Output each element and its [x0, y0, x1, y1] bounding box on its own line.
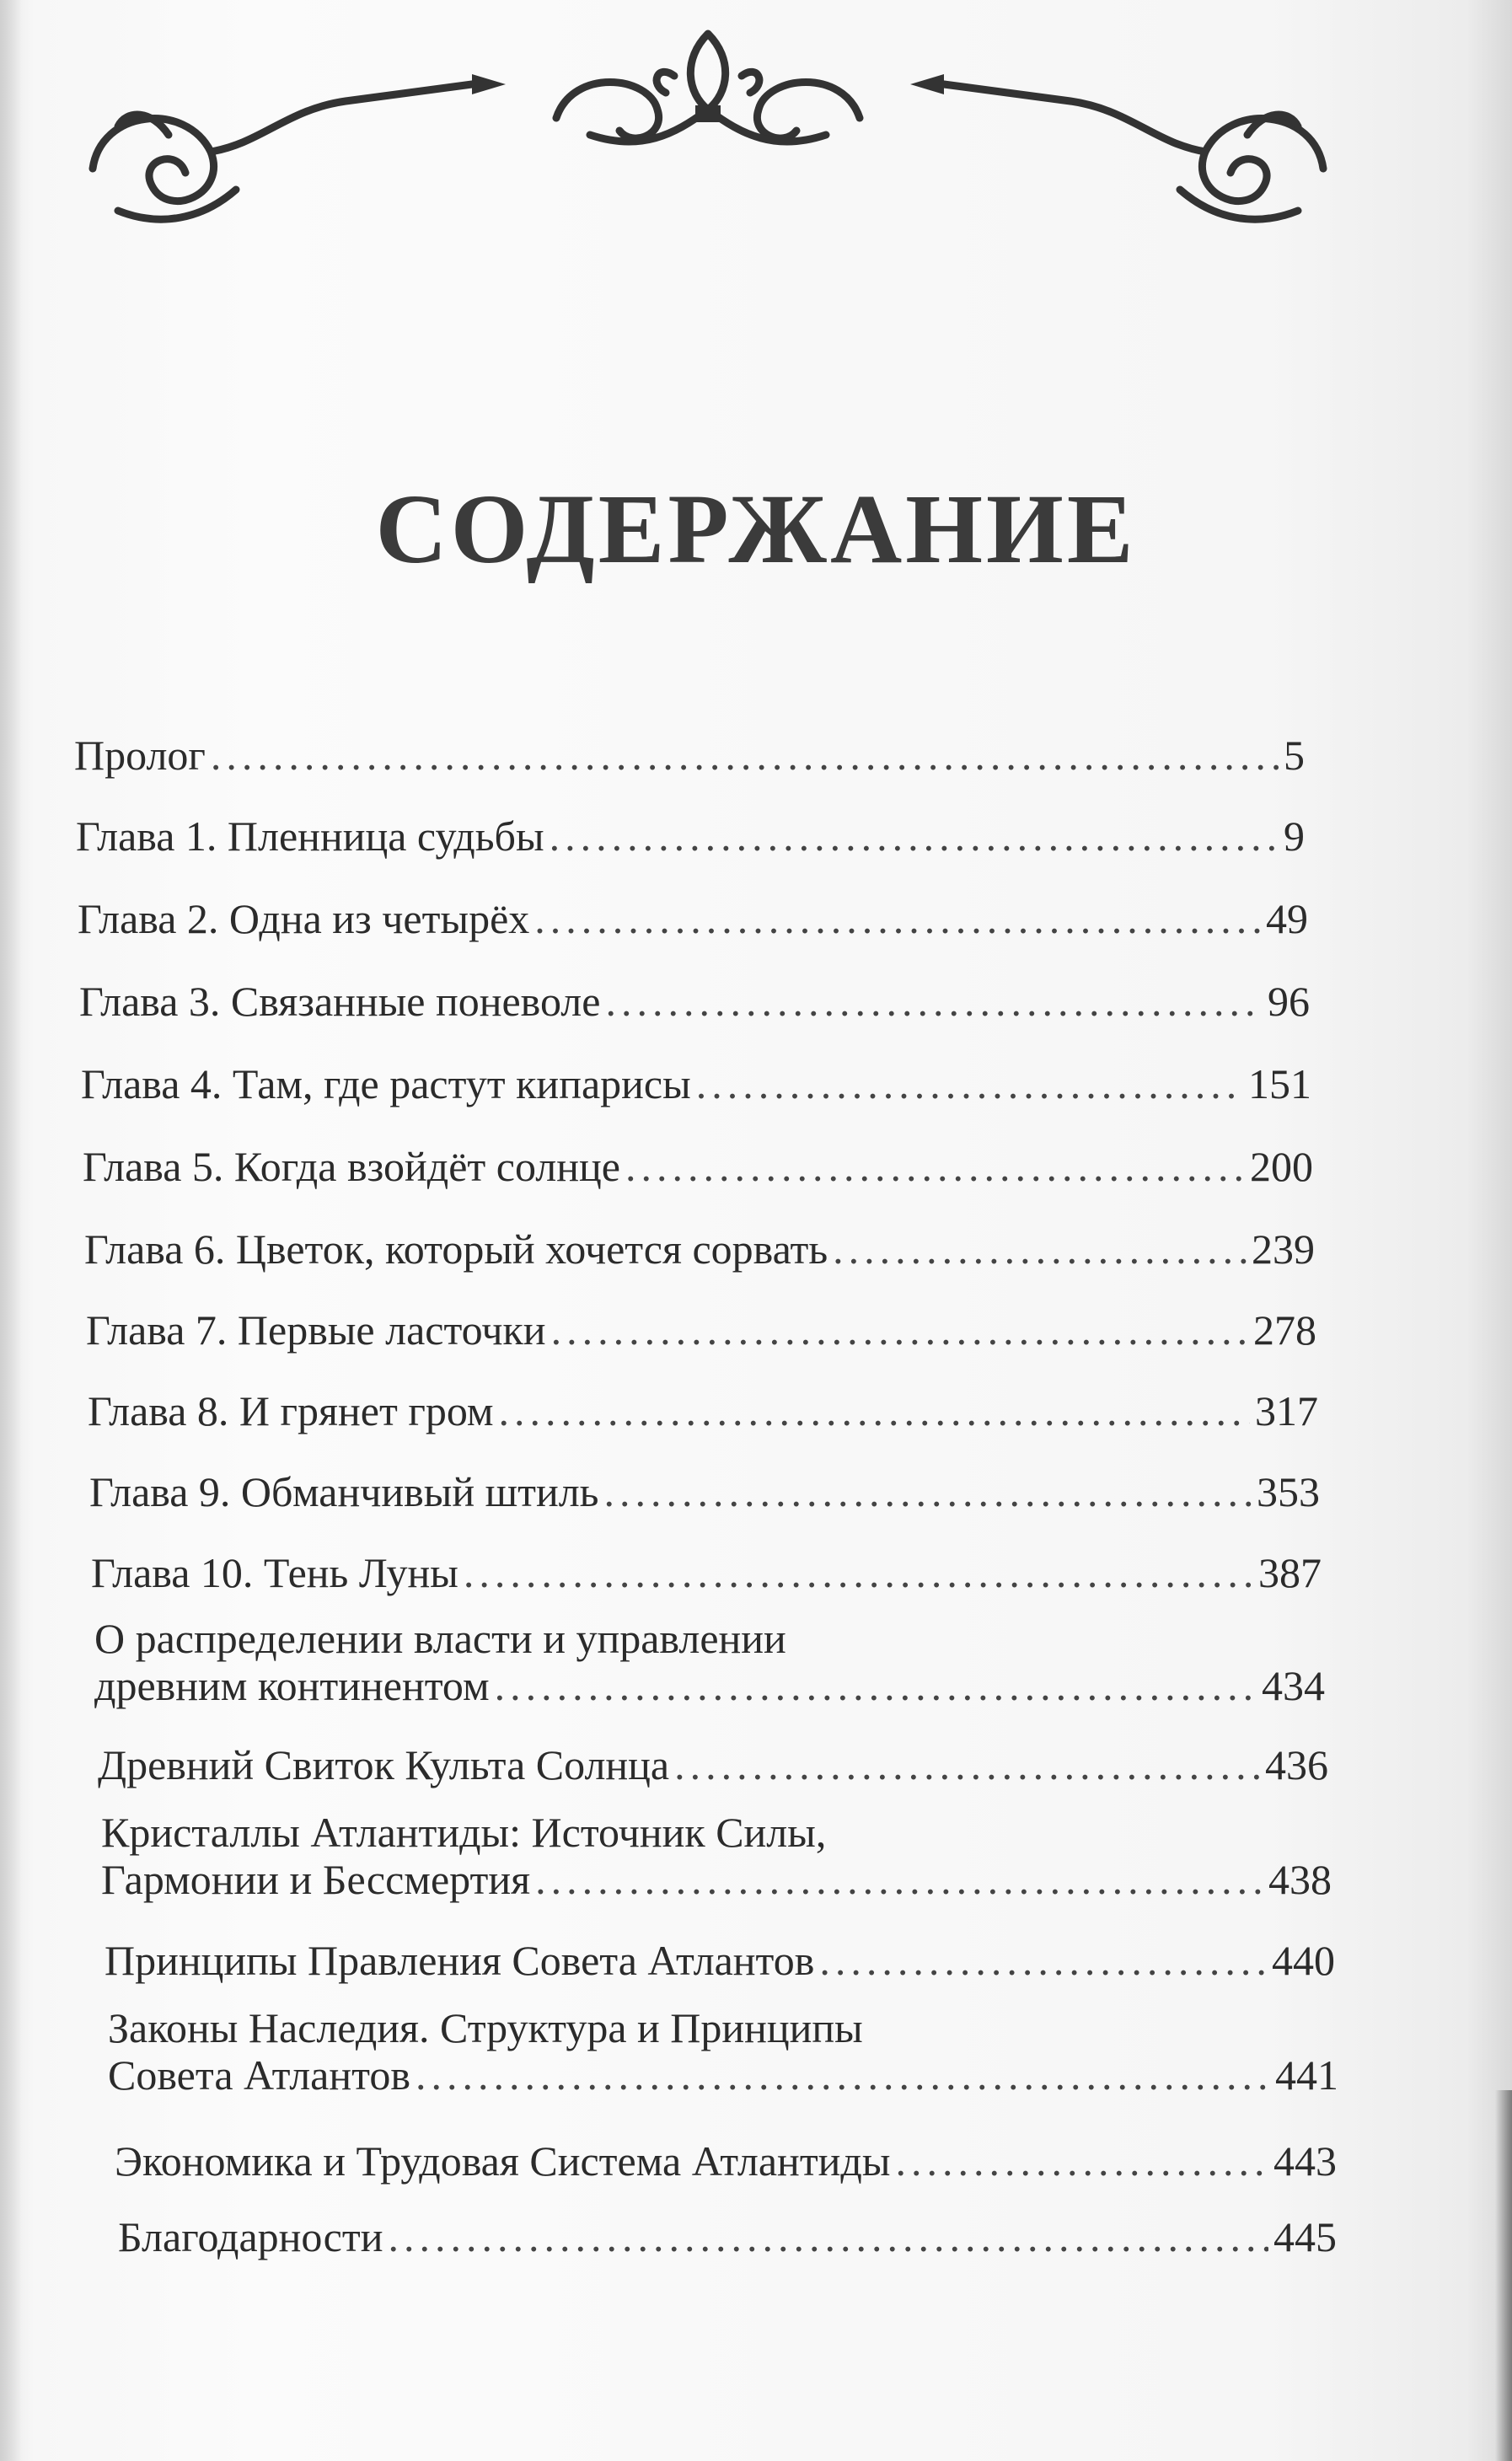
- toc-leader-dots: [551, 1306, 1248, 1354]
- toc-leader-dots: [625, 1143, 1245, 1190]
- toc-entry: [88, 1387, 1318, 1434]
- toc-page-number: 151: [1248, 1060, 1311, 1107]
- toc-page-number: 353: [1257, 1468, 1320, 1515]
- toc-entry-label: Глава 8. И грянет гром: [88, 1387, 494, 1434]
- toc-page-number: 436: [1265, 1741, 1328, 1788]
- toc-entry: [105, 1937, 1335, 1984]
- toc-page-number: 387: [1258, 1549, 1322, 1596]
- toc-leader-dots: [674, 1741, 1260, 1788]
- toc-entry-label: Глава 4. Там, где растут кипарисы: [81, 1060, 691, 1107]
- toc-entry: [81, 1060, 1311, 1107]
- toc-entry-label: Принципы Правления Совета Атлантов: [105, 1937, 815, 1984]
- toc-leader-dots: [535, 1856, 1263, 1903]
- toc-entry: [76, 812, 1305, 860]
- toc-entry-first-line: Законы Наследия. Структура и Принципы: [108, 2004, 863, 2051]
- toc-entry: [115, 2137, 1337, 2185]
- toc-leader-dots: [550, 812, 1279, 860]
- toc-leader-dots: [211, 732, 1279, 779]
- toc-entry-label: Глава 6. Цветок, который хочется сорвать: [84, 1225, 828, 1273]
- toc-entry-first-line: Кристаллы Атлантиды: Источник Силы,: [101, 1809, 827, 1856]
- toc-page-number: 440: [1272, 1937, 1335, 1984]
- toc-entry-label: Глава 3. Связанные поневоле: [79, 978, 601, 1025]
- toc-leader-dots: [895, 2137, 1268, 2185]
- toc-page-number: 200: [1250, 1143, 1313, 1190]
- toc-entry-label: Совета Атлантов: [108, 2051, 410, 2099]
- toc-entry: [79, 978, 1310, 1025]
- toc-entry: [86, 1306, 1316, 1354]
- toc-page-number: 443: [1273, 2137, 1337, 2185]
- toc-entry: [91, 1549, 1322, 1596]
- toc-entry-label: древним континентом: [94, 1662, 490, 1709]
- toc-entry-label: Глава 1. Пленница судьбы: [76, 812, 544, 860]
- toc-leader-dots: [499, 1387, 1250, 1434]
- toc-page-number: 317: [1255, 1387, 1318, 1434]
- toc-entry-label: Благодарности: [118, 2213, 383, 2260]
- toc-page-number: 49: [1266, 895, 1308, 942]
- toc-entry: [108, 2004, 1338, 2099]
- toc-entry-label: Гармонии и Бессмертия: [101, 1856, 531, 1903]
- toc-leader-dots: [495, 1662, 1257, 1709]
- toc-leader-dots: [416, 2051, 1270, 2099]
- toc-entry: [118, 2213, 1337, 2260]
- toc-entry-label: Глава 10. Тень Луны: [91, 1549, 458, 1596]
- toc-leader-dots: [534, 895, 1261, 942]
- toc-page-number: 5: [1284, 732, 1305, 779]
- toc-page-number: 434: [1262, 1662, 1325, 1709]
- toc-leader-dots: [388, 2213, 1268, 2260]
- toc-entry: [89, 1468, 1320, 1515]
- toc-entry: [101, 1809, 1332, 1903]
- toc-page-number: 441: [1275, 2051, 1338, 2099]
- toc-page-number: 445: [1273, 2213, 1337, 2260]
- toc-leader-dots: [833, 1225, 1247, 1273]
- toc-leader-dots: [696, 1060, 1243, 1107]
- toc-page-number: 278: [1253, 1306, 1316, 1354]
- toc-page-number: 438: [1268, 1856, 1332, 1903]
- toc-leader-dots: [464, 1549, 1253, 1596]
- toc-entry-label: Глава 5. Когда взойдёт солнце: [83, 1143, 620, 1190]
- toc-page-number: 239: [1252, 1225, 1315, 1273]
- toc-entry-label: Пролог: [74, 732, 206, 779]
- toc-entry-label: Глава 9. Обманчивый штиль: [89, 1468, 599, 1515]
- toc-entry: [84, 1225, 1315, 1273]
- toc-entry-first-line: О распределении власти и управлении: [94, 1615, 786, 1662]
- toc-entry-label: Древний Свиток Культа Солнца: [98, 1741, 670, 1788]
- page-title: СОДЕРЖАНИЕ: [375, 474, 1137, 584]
- toc-leader-dots: [605, 978, 1263, 1025]
- toc-entry: [78, 895, 1308, 942]
- toc-entry: [98, 1741, 1328, 1788]
- toc-leader-dots: [819, 1937, 1267, 1984]
- toc-entry-label: Глава 7. Первые ласточки: [86, 1306, 546, 1354]
- toc-page-number: 96: [1268, 978, 1310, 1025]
- toc-entry-label: Глава 2. Одна из четырёх: [78, 895, 530, 942]
- toc-entry: [94, 1615, 1325, 1709]
- toc-entry: [74, 732, 1305, 779]
- toc-page-number: 9: [1284, 812, 1305, 860]
- toc-entry-label: Экономика и Трудовая Система Атлантиды: [115, 2137, 891, 2185]
- toc-leader-dots: [603, 1468, 1252, 1515]
- toc-entry: [83, 1143, 1313, 1190]
